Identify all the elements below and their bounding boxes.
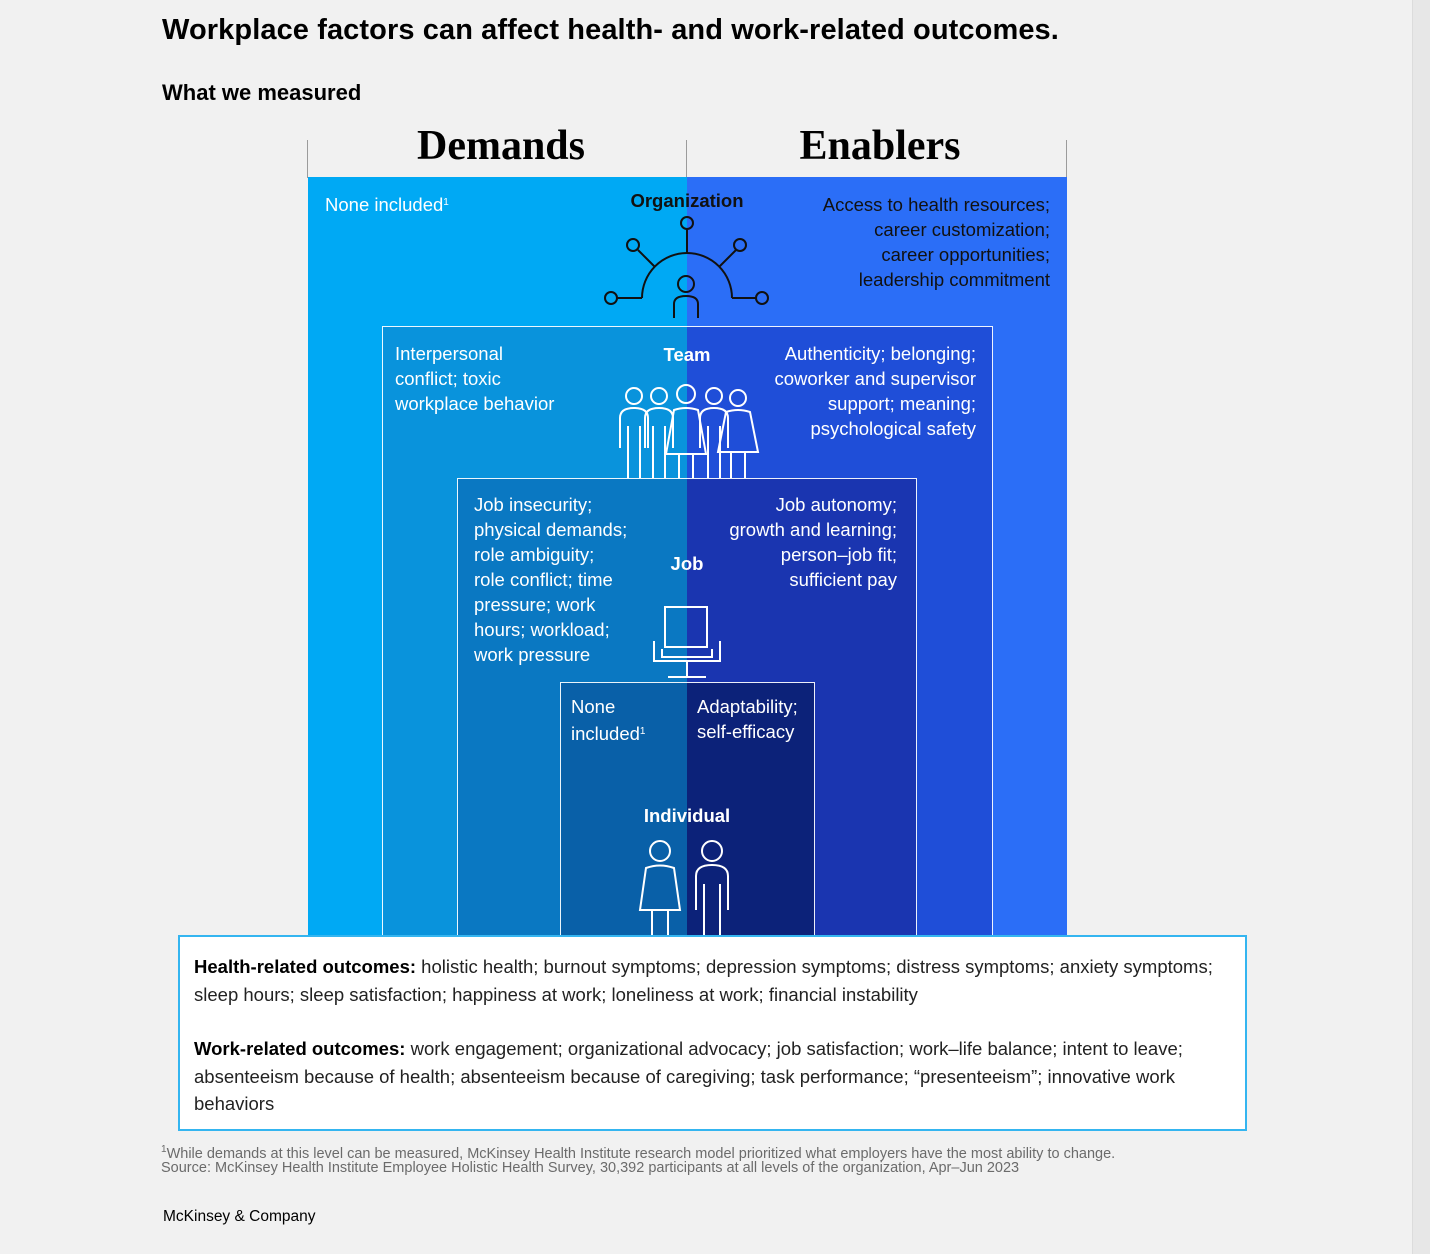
section-subtitle: What we measured (162, 80, 362, 105)
demands-column-heading: Demands (416, 123, 586, 169)
footnote-marker: 1 (639, 726, 646, 737)
window-edge (1412, 0, 1430, 1254)
team-people-icon (614, 382, 760, 480)
office-chair-icon (650, 605, 724, 681)
outcomes-box (178, 935, 1247, 1131)
job-level-label: Job (670, 553, 704, 574)
health-outcomes: Health-related outcomes: holistic health; burnout symptoms; depression symptoms; distress symptoms; anxiety symptoms; sleep hours; sleep satisfaction; happiness at work; loneliness at work; financial instability (194, 956, 1213, 1005)
footnote: $^1$While demands at this level can be measured, McKinsey Health Institute research model prioritized what employers have the most ability to change. (161, 1144, 1116, 1162)
individual-people-icon (636, 838, 736, 936)
individual-enablers-text: Adaptability; self-efficacy (697, 696, 798, 742)
job-demands-text: Job insecurity; physical demands; role ambiguity; role conflict; time pressure; work hours; workload; work pressure (474, 494, 628, 665)
organization-level-label: Organization (630, 190, 744, 211)
brand-logo-text: McKinsey & Company (163, 1208, 316, 1225)
organization-network-icon (600, 212, 775, 318)
individual-demands-text: None included$^1$ (571, 696, 646, 744)
footnote-marker: 1 (443, 197, 449, 208)
job-enablers-text: Job autonomy; growth and learning; person–job fit; sufficient pay (729, 494, 897, 590)
source-note: Source: McKinsey Health Institute Employee Holistic Health Survey, 30,392 participants at all levels of the organization, Apr–Jun 2023 (161, 1160, 1020, 1176)
work-outcomes: Work-related outcomes: work engagement; organizational advocacy; job satisfaction; work–life balance; intent to leave; absenteeism because of health; absenteeism because of caregiving; task performance; “presenteeism”; innovative work behaviors (194, 1038, 1183, 1114)
team-level-label: Team (663, 344, 711, 365)
column-divider-left (307, 140, 308, 178)
team-demands-text: Interpersonal conflict; toxic workplace behavior (395, 343, 555, 414)
page-title: Workplace factors can affect health- and work-related outcomes. (162, 14, 1059, 46)
team-enablers-text: Authenticity; belonging; coworker and supervisor support; meaning; psychological safety (774, 343, 976, 439)
organization-enablers-text: Access to health resources; career customization; career opportunities; leadership commitment (822, 194, 1050, 290)
organization-demands-text: None included$^1$ (325, 194, 449, 215)
enablers-column-heading: Enablers (799, 123, 961, 169)
individual-level-label: Individual (643, 805, 731, 826)
